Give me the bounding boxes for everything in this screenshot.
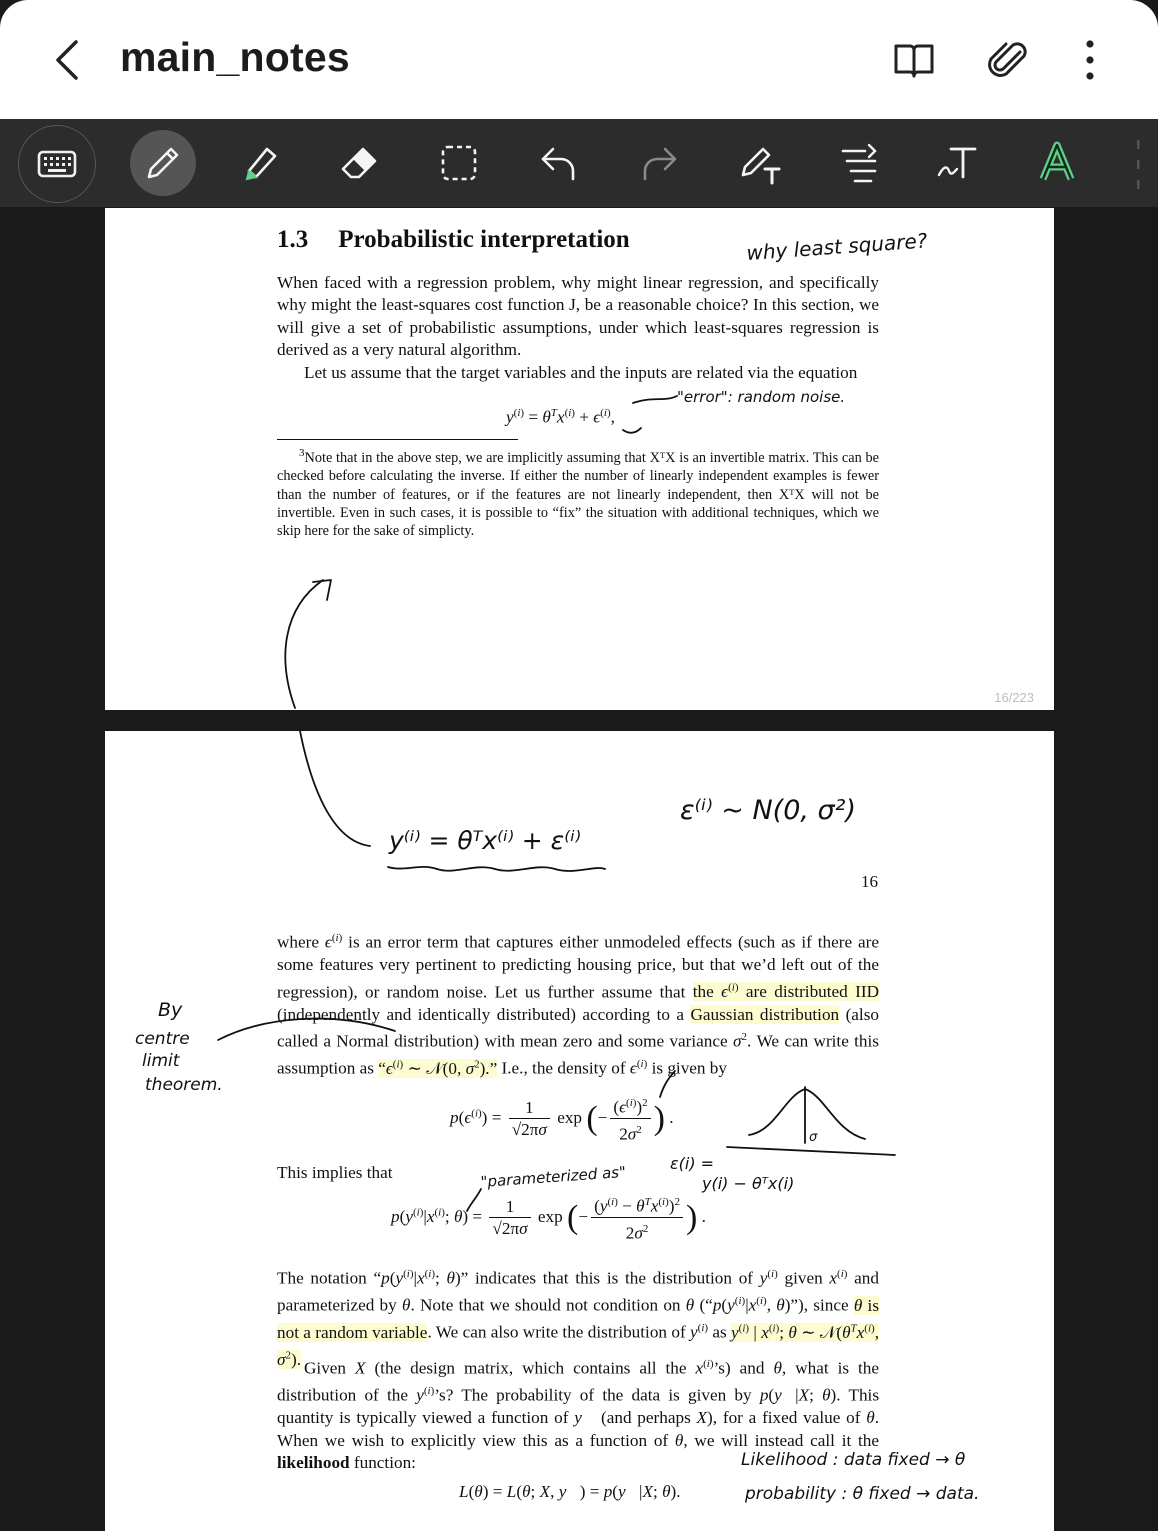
- paragraph-intro: When faced with a regression problem, why might linear regression, and specifically why might the least-squares cost function J, be a reasonable choice? In this section, we will give a set of probabilistic assumptions, under which least-squares regression is derived as a very natural algorithm.: [277, 273, 879, 360]
- section-number: 1.3: [277, 226, 309, 253]
- equation-linear-model: $y^{(i)} = \theta^Tx^{(i)} + \epsilon^{(i)}$,: [506, 407, 615, 427]
- ai-letter-a-icon: [1035, 141, 1079, 185]
- term-likelihood: likelihood: [277, 1453, 350, 1473]
- paragraph-likelihood: Given X (the design matrix, which contains all the $x^{(i)}’s$) and θ, what is the distribution of the $y^{(i)}’s$? The probability of the data is given by p(y⃗|X; θ). This quantity is typically viewed a function of y⃗ (and perhaps X), for a fixed value of θ. When we wish to explicitly view this as a function of θ, we will instead call it the likelihood function:: [277, 1358, 880, 1473]
- bell-curve-sketch: [749, 1089, 865, 1139]
- redo-icon: [637, 141, 681, 185]
- note-clt-line4: theorem.: [145, 1075, 223, 1095]
- note-clt-line3: limit: [142, 1051, 180, 1071]
- arrow-to-error: [633, 396, 677, 403]
- more-vertical-icon: [1068, 38, 1112, 82]
- title-bar: [0, 0, 1158, 119]
- paragraph-error-term: where $\epsilon^{(i)}$ is an error term that captures either unmodeled effects (such as if there are some features very pertinent to predicting housing price, but that we’d left out of the regression), or random noise. Let us further assume that the $\epsilon^{(i)}$ are distributed IID (independently and identically distributed) according to a Gaussian distribution (also called a Normal distribution) with mean zero and some variance $\sigma^2$. We can write this assumption as “$\epsilon^{(i)}$ ∼ 𝒩(0, $\sigma^2$).” I.e., the density of $\epsilon^{(i)}$ is given by: [277, 932, 880, 1078]
- lasso-select-tool[interactable]: [426, 130, 492, 196]
- pdf-page-15[interactable]: [105, 208, 1054, 710]
- book-icon: [892, 38, 936, 82]
- arrow-head: [313, 580, 331, 600]
- note-error-random-noise: "error": random noise.: [677, 388, 846, 406]
- note-handwritten-equation: y⁽ⁱ⁾ = θᵀx⁽ⁱ⁾ + ε⁽ⁱ⁾: [389, 826, 581, 855]
- arrow-continuation: [300, 731, 370, 846]
- note-y-minus-theta-x: y(i) − θᵀx(i): [702, 1174, 795, 1193]
- pen-text-icon: [737, 141, 781, 185]
- pen-icon: [141, 141, 185, 185]
- straighten-tool[interactable]: [826, 130, 892, 196]
- chevron-left-icon: [44, 36, 92, 84]
- more-options-button[interactable]: [1068, 38, 1112, 82]
- equation-conditional-density: $p(y^{(i)}|x^{(i)}$; θ) = $\frac{1}{√2\pi\sigma}$ exp (− $\frac{(y^{(i)} - \theta^Tx^{(i)})^2}{2\sigma^2}$ ) .: [391, 1192, 706, 1244]
- eraser-icon: [337, 141, 381, 185]
- text-this-implies: This implies that: [277, 1163, 393, 1182]
- footnote-text: Note that in the above step, we are implicitly assuming that XᵀX is an invertible matrix. This can be checked before calculating the inverse. If either the number of linearly independent examples is fewer than the number of features, or if the features are not linearly independent, then XᵀX will not be invertible. Even in such cases, it is possible to “fix” the situation with additional techniques, which we skip here for the sake of simplicty.: [277, 449, 879, 540]
- page-number: 16: [861, 872, 878, 891]
- arrow-curve-up: [285, 580, 323, 708]
- note-epsilon-normal: ε⁽ⁱ⁾ ~ N(0, σ²): [680, 795, 857, 826]
- page-indicator: 16/223: [994, 690, 1034, 705]
- highlighter-tool[interactable]: [228, 130, 294, 196]
- reading-mode-button[interactable]: [892, 38, 936, 82]
- text-box-tool[interactable]: [924, 130, 990, 196]
- highlighter-icon: [239, 141, 283, 185]
- keyboard-icon: [35, 142, 79, 186]
- bell-axis-line: [727, 1147, 895, 1155]
- drawing-toolbar: [0, 119, 1158, 207]
- note-sigma: σ: [809, 1130, 818, 1145]
- footnote-mark: 3: [299, 447, 305, 459]
- equation-likelihood: L(θ) = L(θ; X, y⃗) = p(y⃗|X; θ).: [459, 1482, 681, 1501]
- toolbar-overflow-icon[interactable]: [1132, 140, 1144, 190]
- note-clt-line1: By: [158, 999, 183, 1021]
- pen-tool[interactable]: [130, 130, 196, 196]
- footnote: [277, 444, 879, 541]
- handwriting-text-icon: [935, 141, 979, 185]
- section-title: Probabilistic interpretation: [338, 226, 630, 253]
- underline-epsilon: [623, 428, 641, 433]
- note-probability: probability : θ fixed → data.: [745, 1484, 980, 1504]
- undo-icon: [537, 141, 581, 185]
- paperclip-icon: [986, 38, 1030, 82]
- note-title: main_notes: [120, 34, 350, 80]
- pdf-page-16[interactable]: [105, 731, 1054, 1531]
- undo-button[interactable]: [526, 130, 592, 196]
- note-parameterized-as: "parameterized as": [480, 1162, 627, 1191]
- pen-to-text-tool[interactable]: [726, 130, 792, 196]
- keyboard-button[interactable]: [18, 125, 96, 203]
- redo-button[interactable]: [626, 130, 692, 196]
- note-why-least-square: why least square?: [745, 228, 929, 265]
- eraser-tool[interactable]: [326, 130, 392, 196]
- ai-assist-tool[interactable]: [1024, 130, 1090, 196]
- attach-button[interactable]: [986, 38, 1030, 82]
- section-heading: [277, 226, 630, 254]
- back-button[interactable]: [44, 36, 92, 84]
- note-likelihood: Likelihood : data fixed → θ: [741, 1450, 966, 1470]
- equation-gaussian-density: $p(\epsilon^{(i)})$ = $\frac{1}{√2\pi\sigma}$ exp (− $\frac{(\epsilon^{(i)})^2}{2\sigma^2}$ ) .: [450, 1093, 674, 1145]
- footnote-rule: [277, 439, 518, 440]
- paragraph-assume: Let us assume that the target variables and the inputs are related via the equation: [304, 363, 858, 382]
- align-lines-icon: [837, 141, 881, 185]
- selection-icon: [437, 141, 481, 185]
- squiggle-underline: [388, 867, 605, 871]
- note-eps-i: ε(i) =: [670, 1154, 715, 1173]
- note-clt-line2: centre: [135, 1029, 190, 1049]
- paragraph-notation: The notation “$p(y^{(i)}|x^{(i)}$; θ)” indicates that this is the distribution of $y^{(i)}$ given $x^{(i)}$ and parameterized by θ. Note that we should not condition on θ (“$p(y^{(i)}|x^{(i)}$, θ)”), since θ is not a random variable. We can also write the distribution of $y^{(i)}$ as $y^{(i)}$ | $x^{(i)}$; θ ∼ $𝒩(\theta^Tx^{(i)}$, $\sigma^2$).: [277, 1268, 880, 1370]
- likelihood-tail: function:: [349, 1453, 416, 1473]
